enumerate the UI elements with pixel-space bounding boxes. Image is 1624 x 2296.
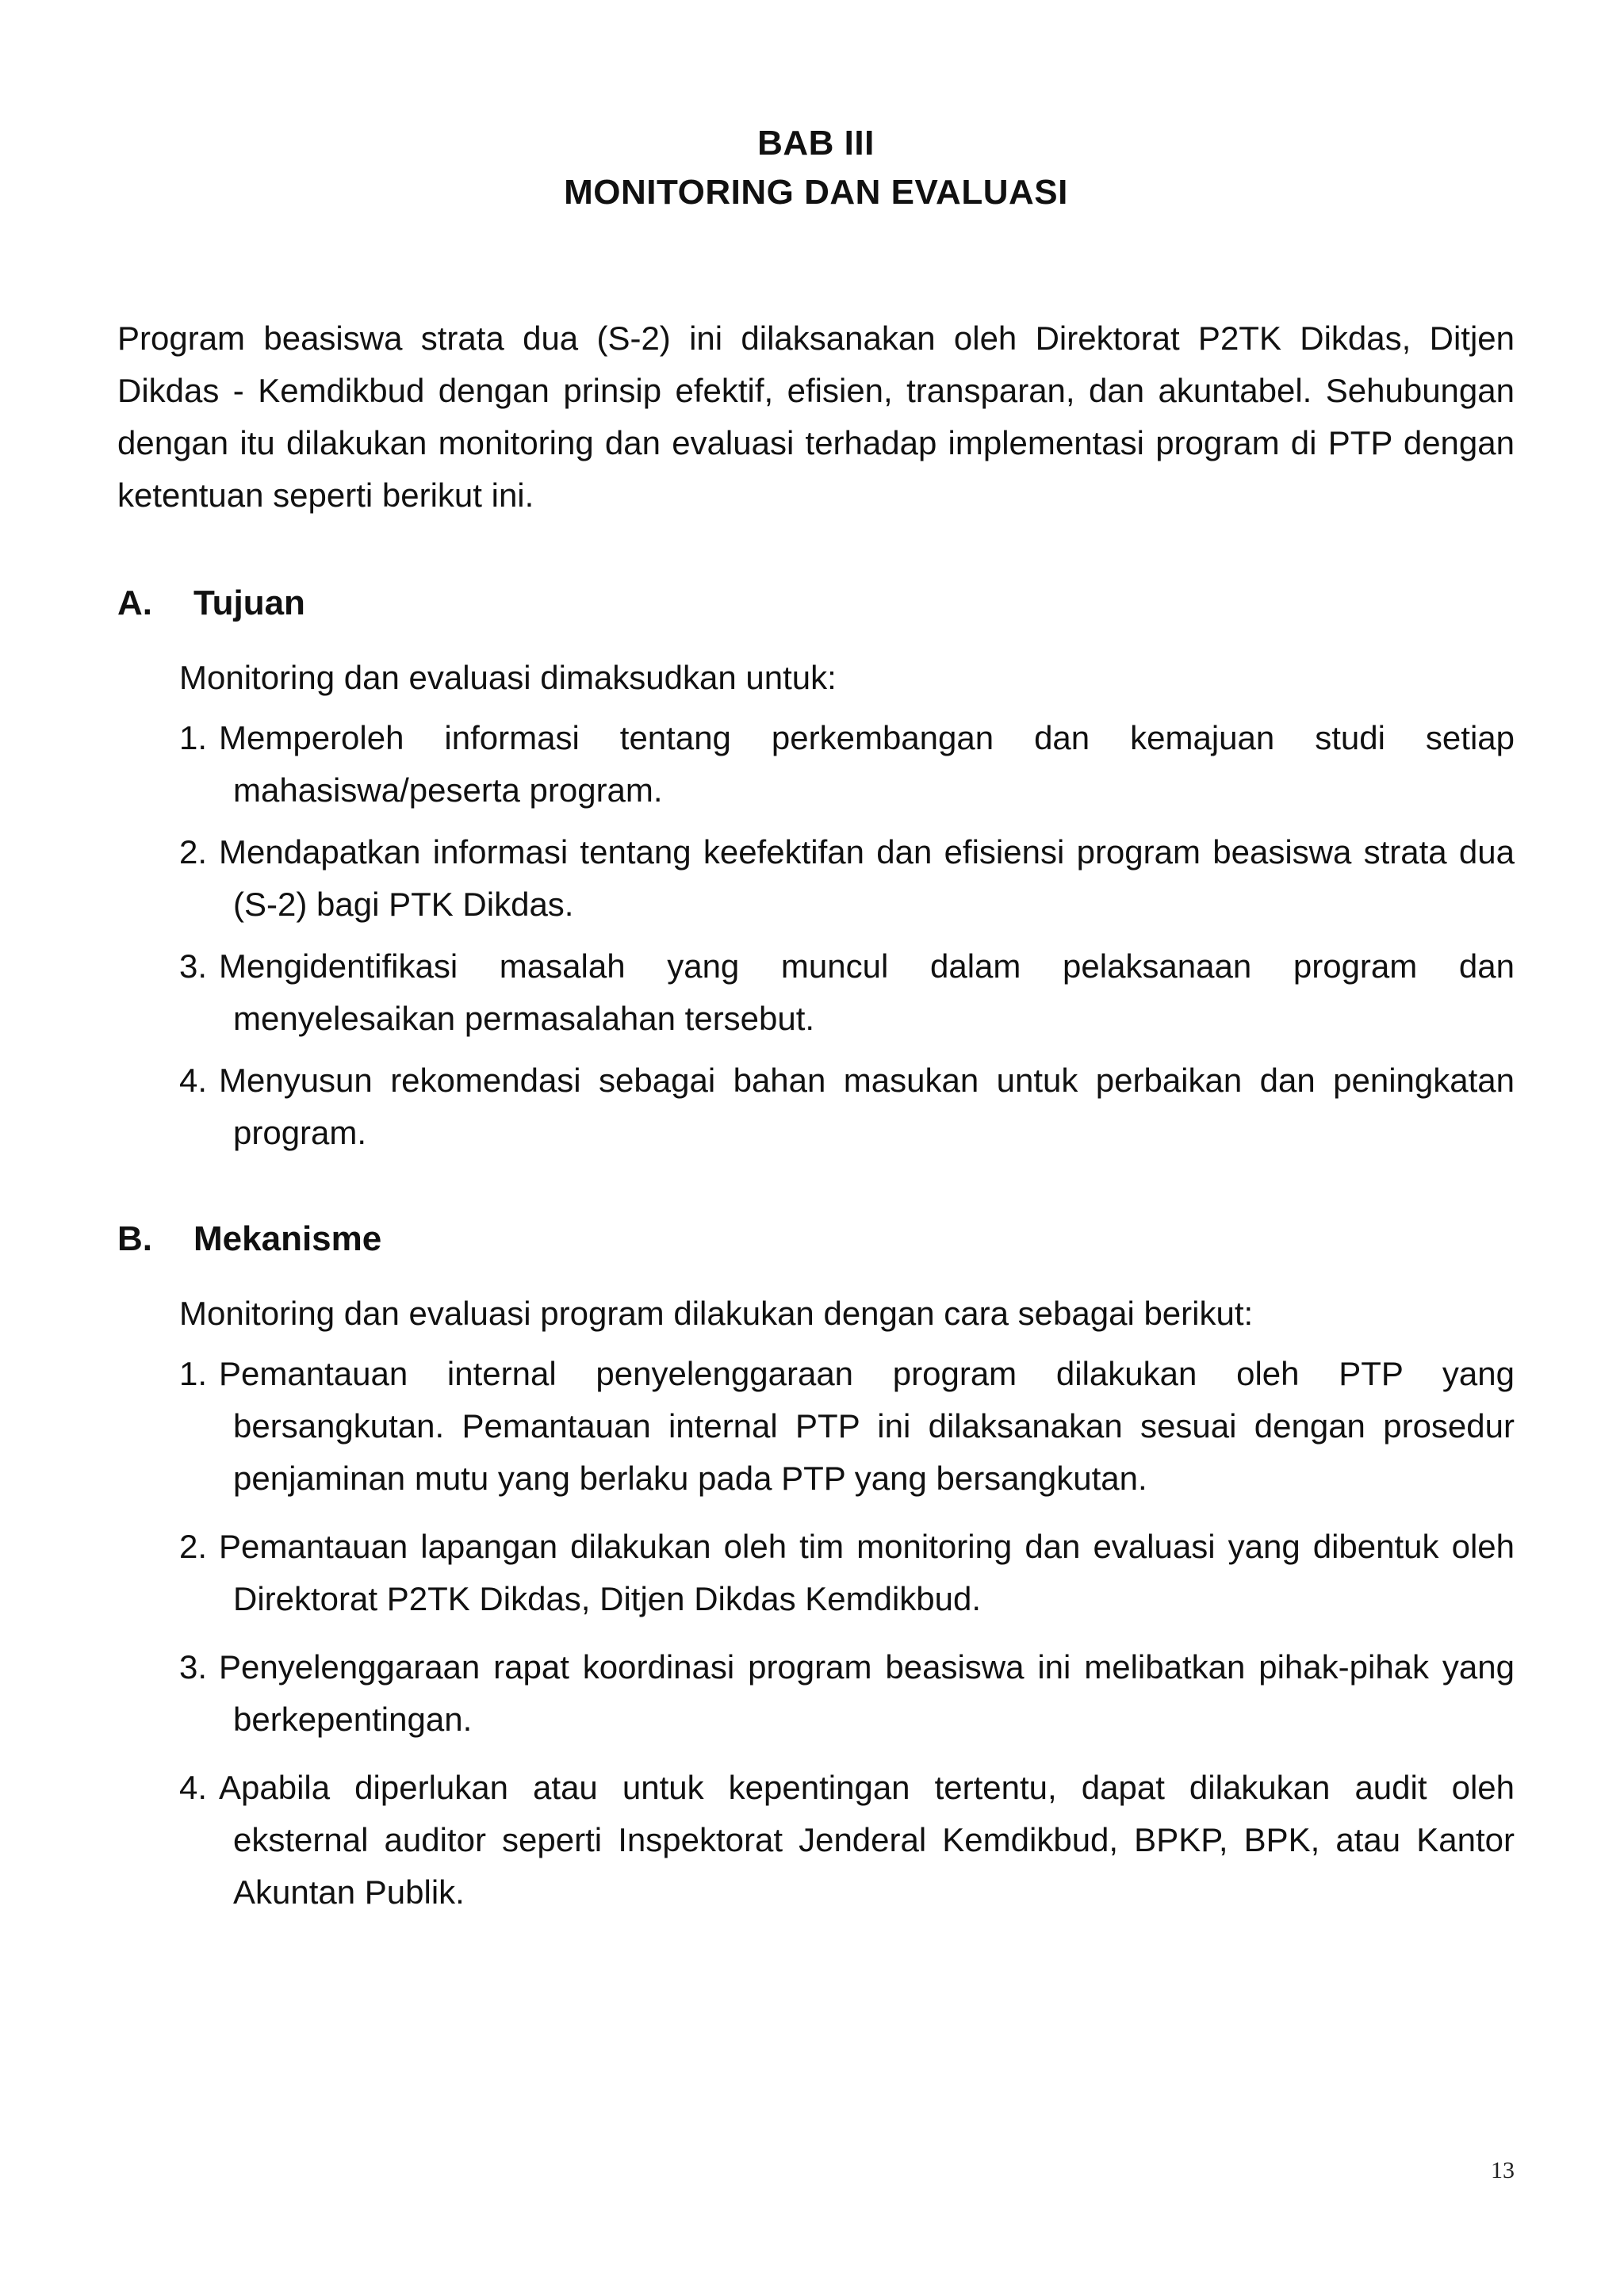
intro-paragraph: Program beasiswa strata dua (S-2) ini dilaksanakan oleh Direktorat P2TK Dikdas, Ditjen Dikdas - Kemdikbud dengan prinsip efektif, efisien, transparan, dan akuntabel. Sehubungan dengan itu dilakukan monitoring dan evaluasi terhadap implementasi program di PTP dengan ketentuan seperti berikut ini.: [117, 320, 1515, 514]
section-title: Mekanisme: [193, 1219, 382, 1258]
section-lead: Monitoring dan evaluasi dimaksudkan untuk:: [179, 659, 837, 696]
list-text: Penyelenggaraan rapat koordinasi program beasiswa ini melibatkan pihak-pihak yang berkepentingan.: [219, 1648, 1515, 1738]
section-body: [117, 1288, 1515, 1919]
document-page: [117, 119, 1515, 1974]
chapter-number: BAB III: [757, 124, 875, 163]
page-number: 13: [1491, 2157, 1515, 2183]
list-number: 4.: [179, 1062, 208, 1099]
list-item: [179, 712, 1515, 817]
list-number: 1.: [179, 719, 208, 756]
list-number: 3.: [179, 1648, 208, 1686]
list-text: Pemantauan lapangan dilakukan oleh tim monitoring dan evaluasi yang dibentuk oleh Direktorat P2TK Dikdas, Ditjen Dikdas Kemdikbud.: [219, 1528, 1515, 1617]
list-text: Mendapatkan informasi tentang keefektifan dan efisiensi program beasiswa strata dua (S-2) bagi PTK Dikdas.: [219, 833, 1515, 923]
list-text: Memperoleh informasi tentang perkembangan dan kemajuan studi setiap mahasiswa/peserta program.: [219, 719, 1515, 809]
section-tujuan: [117, 579, 1515, 1159]
list-text: Pemantauan internal penyelenggaraan program dilakukan oleh PTP yang bersangkutan. Pemantauan internal PTP ini dilaksanakan sesuai dengan prosedur penjaminan mutu yang berlaku pada PTP yang bersangkutan.: [219, 1355, 1515, 1497]
section-lead: Monitoring dan evaluasi program dilakukan dengan cara sebagai berikut:: [179, 1295, 1254, 1332]
list-item: [179, 1521, 1515, 1625]
section-heading: [117, 579, 1515, 628]
list-item: [179, 1641, 1515, 1746]
list-text: Menyusun rekomendasi sebagai bahan masukan untuk perbaikan dan peningkatan program.: [219, 1062, 1515, 1151]
list-text: Mengidentifikasi masalah yang muncul dalam pelaksanaan program dan menyelesaikan permasalahan tersebut.: [219, 947, 1515, 1037]
list-number: 1.: [179, 1355, 208, 1392]
list-item: [179, 1054, 1515, 1159]
list-number: 4.: [179, 1769, 208, 1806]
list-number: 2.: [179, 1528, 208, 1565]
list-number: 2.: [179, 833, 208, 871]
section-mekanisme: [117, 1215, 1515, 1919]
section-heading: [117, 1215, 1515, 1264]
list-item: [179, 826, 1515, 931]
list-item: [179, 1348, 1515, 1505]
section-letter: B.: [117, 1219, 152, 1258]
chapter-heading: MONITORING DAN EVALUASI: [564, 173, 1068, 212]
list-text: Apabila diperlukan atau untuk kepentingan tertentu, dapat dilakukan audit oleh eksternal auditor seperti Inspektorat Jenderal Kemdikbud, BPKP, BPK, atau Kantor Akuntan Publik.: [219, 1769, 1515, 1911]
section-letter: A.: [117, 584, 152, 622]
section-body: [117, 652, 1515, 1159]
list-item: [179, 940, 1515, 1045]
list-number: 3.: [179, 947, 208, 985]
chapter-title: [117, 119, 1515, 217]
section-title: Tujuan: [193, 584, 305, 622]
list-item: [179, 1762, 1515, 1919]
